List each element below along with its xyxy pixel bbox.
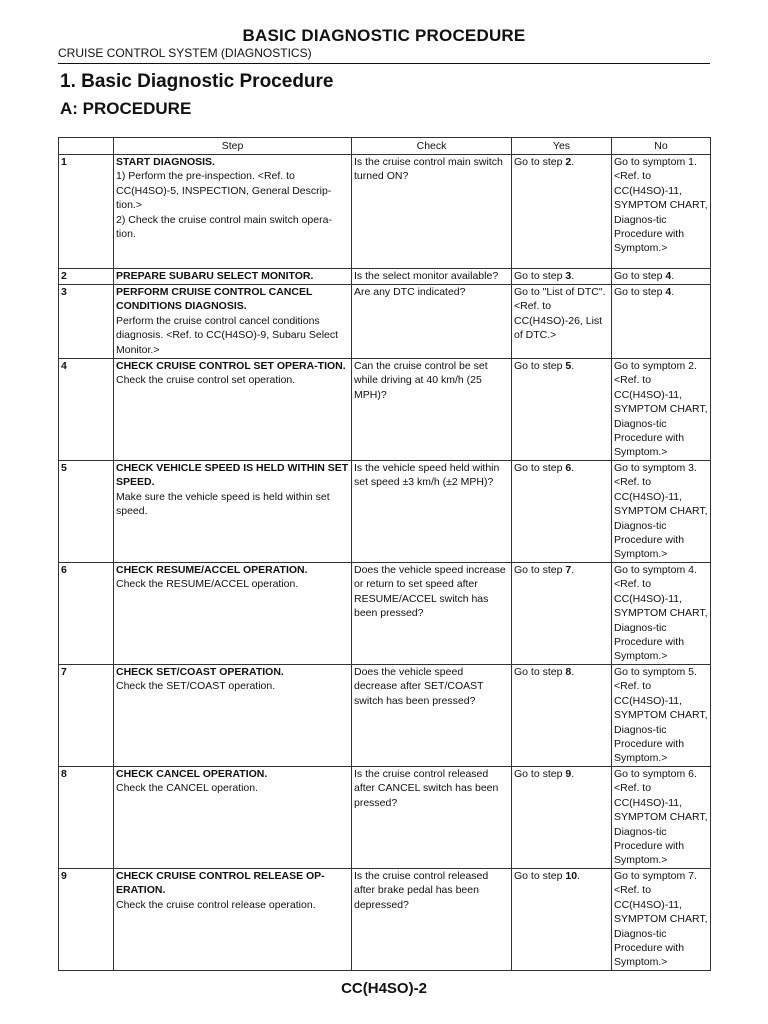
no-text: Go to step bbox=[614, 286, 666, 298]
step-number: 4 bbox=[59, 359, 114, 461]
yes-cell bbox=[512, 767, 612, 869]
yes-text: Go to "List of DTC". <Ref. to CC(H4SO)-26, List of DTC.> bbox=[514, 286, 606, 342]
yes-suffix: . bbox=[577, 870, 580, 882]
header-divider bbox=[58, 63, 710, 64]
check-cell: Is the cruise control main switch turned ON? bbox=[352, 155, 512, 269]
step-title: START DIAGNOSIS. bbox=[116, 156, 215, 168]
check-cell: Can the cruise control be set while driving at 40 km/h (25 MPH)? bbox=[352, 359, 512, 461]
step-cell bbox=[114, 269, 352, 285]
procedure-table bbox=[58, 137, 711, 971]
yes-suffix: . bbox=[571, 156, 575, 168]
table-row bbox=[59, 461, 711, 563]
no-text: Go to symptom 3. <Ref. to CC(H4SO)-11, SYMPTOM CHART, Diagnos-tic Procedure with Symptom.> bbox=[614, 462, 708, 561]
yes-step-ref: 6 bbox=[565, 462, 572, 474]
yes-cell bbox=[512, 269, 612, 285]
step-number: 9 bbox=[59, 869, 114, 971]
step-description: 1) Perform the pre-inspection. <Ref. to CC(H4SO)-5, INSPECTION, General Descrip-tion.> 2) Check the cruise control main switch opera-tion. bbox=[116, 170, 332, 241]
no-cell bbox=[612, 563, 711, 665]
step-description: Check the SET/COAST operation. bbox=[116, 680, 276, 693]
yes-cell bbox=[512, 461, 612, 563]
yes-text: Go to step bbox=[514, 270, 566, 282]
step-title: CHECK RESUME/ACCEL OPERATION. bbox=[116, 564, 308, 576]
step-cell bbox=[114, 563, 352, 665]
no-suffix: . bbox=[671, 286, 675, 298]
step-cell bbox=[114, 285, 352, 359]
step-number: 5 bbox=[59, 461, 114, 563]
step-number: 6 bbox=[59, 563, 114, 665]
step-description: Check the cruise control set operation. bbox=[116, 374, 296, 387]
step-number: 7 bbox=[59, 665, 114, 767]
step-description: Check the RESUME/ACCEL operation. bbox=[116, 578, 299, 591]
check-cell: Is the select monitor available? bbox=[352, 269, 512, 285]
table-row bbox=[59, 665, 711, 767]
no-cell bbox=[612, 665, 711, 767]
page-header-title: BASIC DIAGNOSTIC PROCEDURE bbox=[242, 26, 526, 45]
step-number: 3 bbox=[59, 285, 114, 359]
step-title: CHECK VEHICLE SPEED IS HELD WITHIN SET SPEED. bbox=[116, 462, 349, 489]
page-footer-id: CC(H4SO)-2 bbox=[341, 980, 427, 997]
table-row bbox=[59, 285, 711, 359]
yes-cell bbox=[512, 285, 612, 359]
no-text: Go to symptom 5. <Ref. to CC(H4SO)-11, SYMPTOM CHART, Diagnos-tic Procedure with Symptom.> bbox=[614, 666, 708, 765]
yes-suffix: . bbox=[571, 270, 575, 282]
step-cell bbox=[114, 767, 352, 869]
subsection-title: A: PROCEDURE bbox=[60, 99, 192, 118]
no-cell bbox=[612, 461, 711, 563]
step-description: Check the CANCEL operation. bbox=[116, 782, 259, 795]
yes-cell bbox=[512, 665, 612, 767]
step-title: CHECK CRUISE CONTROL SET OPERA-TION. bbox=[116, 360, 346, 372]
yes-step-ref: 9 bbox=[565, 768, 572, 780]
step-description: Make sure the vehicle speed is held within set speed. bbox=[116, 490, 330, 518]
no-text: Go to symptom 7. <Ref. to CC(H4SO)-11, SYMPTOM CHART, Diagnos-tic Procedure with Symptom.> bbox=[614, 870, 708, 969]
yes-step-ref: 3 bbox=[565, 270, 572, 282]
column-header-no: No bbox=[612, 138, 711, 155]
step-title: CHECK SET/COAST OPERATION. bbox=[116, 666, 284, 678]
no-cell bbox=[612, 869, 711, 971]
no-cell bbox=[612, 767, 711, 869]
column-header-num bbox=[59, 138, 114, 155]
page-header-subtitle: CRUISE CONTROL SYSTEM (DIAGNOSTICS) bbox=[58, 46, 312, 60]
yes-step-ref: 2 bbox=[565, 156, 572, 168]
yes-step-ref: 5 bbox=[565, 360, 572, 372]
check-cell: Does the vehicle speed decrease after SET/COAST switch has been pressed? bbox=[352, 665, 512, 767]
check-cell: Are any DTC indicated? bbox=[352, 285, 512, 359]
step-description: Perform the cruise control cancel conditions diagnosis. <Ref. to CC(H4SO)-9, Subaru Select Monitor.> bbox=[116, 314, 339, 356]
yes-text: Go to step bbox=[514, 462, 566, 474]
step-cell bbox=[114, 665, 352, 767]
column-header-check: Check bbox=[352, 138, 512, 155]
column-header-step: Step bbox=[114, 138, 352, 155]
table-row bbox=[59, 155, 711, 269]
no-cell bbox=[612, 359, 711, 461]
step-title: CHECK CANCEL OPERATION. bbox=[116, 768, 268, 780]
no-text: Go to symptom 1. <Ref. to CC(H4SO)-11, SYMPTOM CHART, Diagnos-tic Procedure with Symptom.> bbox=[614, 156, 708, 255]
yes-suffix: . bbox=[571, 462, 575, 474]
page-header bbox=[58, 26, 710, 64]
no-cell bbox=[612, 285, 711, 359]
yes-text: Go to step bbox=[514, 564, 566, 576]
step-number: 8 bbox=[59, 767, 114, 869]
yes-cell bbox=[512, 155, 612, 269]
table-header-row bbox=[59, 138, 711, 155]
yes-cell bbox=[512, 563, 612, 665]
yes-suffix: . bbox=[571, 360, 575, 372]
table-row bbox=[59, 359, 711, 461]
step-cell bbox=[114, 461, 352, 563]
check-cell: Is the vehicle speed held within set speed ±3 km/h (±2 MPH)? bbox=[352, 461, 512, 563]
yes-cell bbox=[512, 869, 612, 971]
step-cell bbox=[114, 155, 352, 269]
table-row bbox=[59, 767, 711, 869]
table-row bbox=[59, 563, 711, 665]
no-cell bbox=[612, 269, 711, 285]
yes-suffix: . bbox=[571, 768, 575, 780]
yes-cell bbox=[512, 359, 612, 461]
no-text: Go to symptom 6. <Ref. to CC(H4SO)-11, SYMPTOM CHART, Diagnos-tic Procedure with Symptom.> bbox=[614, 768, 708, 867]
yes-suffix: . bbox=[571, 666, 575, 678]
yes-step-ref: 7 bbox=[565, 564, 572, 576]
check-cell: Is the cruise control released after brake pedal has been depressed? bbox=[352, 869, 512, 971]
yes-text: Go to step bbox=[514, 360, 566, 372]
yes-text: Go to step bbox=[514, 666, 566, 678]
step-cell bbox=[114, 869, 352, 971]
step-description: Check the cruise control release operation. bbox=[116, 898, 316, 911]
yes-text: Go to step bbox=[514, 870, 566, 882]
step-number: 1 bbox=[59, 155, 114, 269]
no-step-ref: 4 bbox=[665, 270, 672, 282]
yes-step-ref: 10 bbox=[565, 870, 578, 882]
step-cell bbox=[114, 359, 352, 461]
yes-text: Go to step bbox=[514, 156, 566, 168]
column-header-yes: Yes bbox=[512, 138, 612, 155]
yes-step-ref: 8 bbox=[565, 666, 572, 678]
no-text: Go to step bbox=[614, 270, 666, 282]
no-text: Go to symptom 2. <Ref. to CC(H4SO)-11, SYMPTOM CHART, Diagnos-tic Procedure with Symptom.> bbox=[614, 360, 708, 459]
table-row bbox=[59, 869, 711, 971]
section-title: 1. Basic Diagnostic Procedure bbox=[60, 71, 334, 92]
no-text: Go to symptom 4. <Ref. to CC(H4SO)-11, SYMPTOM CHART, Diagnos-tic Procedure with Symptom.> bbox=[614, 564, 708, 663]
check-cell: Does the vehicle speed increase or return to set speed after RESUME/ACCEL switch has been pressed? bbox=[352, 563, 512, 665]
step-title: PERFORM CRUISE CONTROL CANCEL CONDITIONS DIAGNOSIS. bbox=[116, 286, 313, 313]
no-suffix: . bbox=[671, 270, 675, 282]
step-number: 2 bbox=[59, 269, 114, 285]
procedure-table-body bbox=[59, 155, 711, 971]
step-title: CHECK CRUISE CONTROL RELEASE OP-ERATION. bbox=[116, 870, 325, 897]
no-step-ref: 4 bbox=[665, 286, 672, 298]
check-cell: Is the cruise control released after CANCEL switch has been pressed? bbox=[352, 767, 512, 869]
no-cell bbox=[612, 155, 711, 269]
step-title: PREPARE SUBARU SELECT MONITOR. bbox=[116, 270, 314, 282]
yes-text: Go to step bbox=[514, 768, 566, 780]
table-row bbox=[59, 269, 711, 285]
yes-suffix: . bbox=[571, 564, 575, 576]
